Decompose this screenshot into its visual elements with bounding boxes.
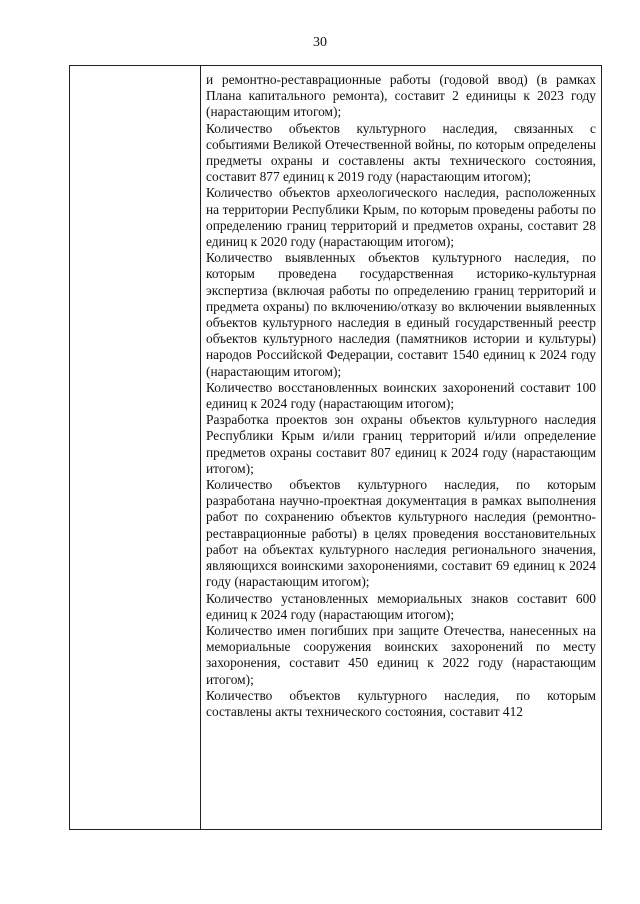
indicator-paragraph-8: Количество установленных мемориальных знаков составит 600 единиц к 2024 году (нарастающим итогом); <box>206 590 596 622</box>
indicator-paragraph-2: Количество объектов культурного наследия, связанных с событиями Великой Отечественной войны, по которым определены предметы охраны и составлены акты технического состояния, составит 877 единиц к 2019 году (нарастающим итогом); <box>206 120 596 185</box>
left-empty-cell <box>70 66 200 829</box>
indicator-paragraph-1: и ремонтно-реставрационные работы (годовой ввод) (в рамках Плана капитального ремонта), составит 2 единицы к 2023 году (нарастающим итогом); <box>206 72 596 120</box>
indicator-paragraph-7: Количество объектов культурного наследия, по которым разработана научно-проектная документация в рамках выполнения работ по сохранению объектов культурного наследия (ремонтно-реставрационные работы) в целях проведения восстановительных работ на объектах культурного наследия регионального значения, являющихся воинскими захоронениями, составит 69 единиц к 2024 году (нарастающим итогом); <box>206 477 596 590</box>
indicator-paragraph-10: Количество объектов культурного наследия, по которым составлены акты технического состояния, составит 412 <box>206 687 596 719</box>
indicator-paragraph-9: Количество имен погибших при защите Отечества, нанесенных на мемориальные сооружения воинских захоронений по месту захоронения, составит 450 единиц к 2022 году (нарастающим итогом); <box>206 622 596 687</box>
indicator-paragraph-5: Количество восстановленных воинских захоронений составит 100 единиц к 2024 году (нарастающим итогом); <box>206 379 596 412</box>
page-number: 30 <box>313 35 327 50</box>
document-table <box>69 65 602 830</box>
indicator-paragraph-3: Количество объектов археологического наследия, расположенных на территории Республики Крым, по которым проведены работы по определению границ территорий и предметов охраны, составит 28 единиц к 2020 году (нарастающим итогом); <box>206 185 596 250</box>
indicators-cell <box>206 72 596 720</box>
indicator-paragraph-6: Разработка проектов зон охраны объектов культурного наследия Республики Крым и/или границ территорий и/или определение предметов охраны составит 807 единиц к 2024 году (нарастающим итогом); <box>206 412 596 476</box>
column-divider <box>200 66 201 829</box>
indicator-paragraph-4: Количество выявленных объектов культурного наследия, по которым проведена государственная историко-культурная экспертиза (включая работы по определению границ территорий и предмета охраны) по включению/отказу во включении выявленных объектов культурного наследия в единый государственный реестр объектов культурного наследия (памятников истории и культуры) народов Российской Федерации, составит 1540 единиц к 2024 году (нарастающим итогом); <box>206 250 596 379</box>
